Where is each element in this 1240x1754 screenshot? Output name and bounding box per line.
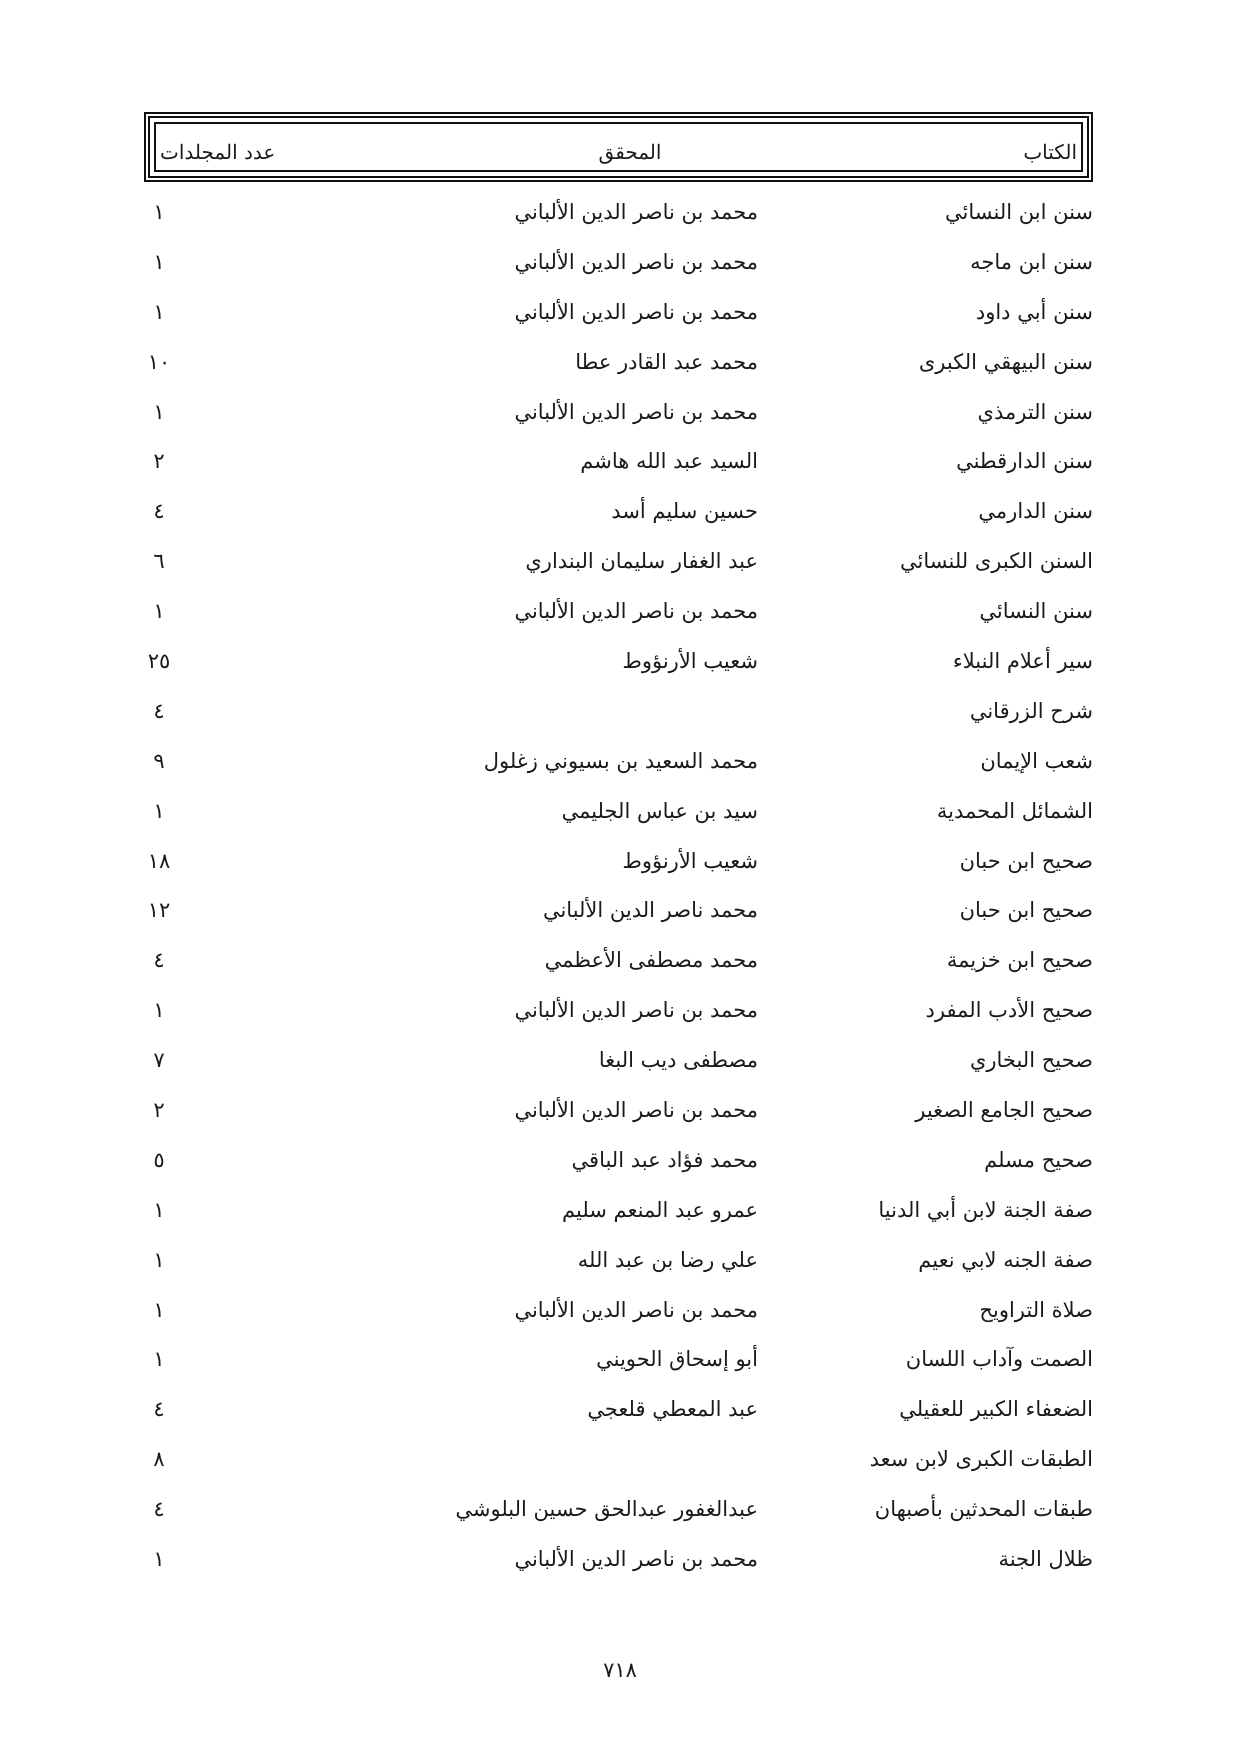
table-row <box>144 290 1093 340</box>
editor-cell: محمد ناصر الدين الألباني <box>542 898 758 923</box>
editor-cell: محمد بن ناصر الدين الألباني <box>514 299 758 324</box>
table-row <box>144 390 1093 440</box>
book-cell: صفة الجنة لابن أبي الدنيا <box>878 1197 1093 1222</box>
volumes-cell: ١ <box>153 1297 165 1322</box>
table-row <box>144 1337 1093 1387</box>
book-cell: سنن الدارمي <box>978 499 1093 524</box>
table-row <box>144 340 1093 390</box>
book-cell: الطبقات الكبرى لابن سعد <box>869 1447 1093 1472</box>
volumes-cell: ١ <box>153 998 165 1023</box>
table-row <box>144 489 1093 539</box>
book-cell: صحيح الجامع الصغير <box>915 1098 1093 1123</box>
editor-cell: محمد بن ناصر الدين الألباني <box>514 1297 758 1322</box>
table-row <box>144 1088 1093 1138</box>
volumes-cell: ٢ <box>153 1098 165 1123</box>
volumes-cell: ١ <box>153 399 165 424</box>
editor-cell: محمد السعيد بن بسيوني زغلول <box>483 748 758 773</box>
book-cell: سنن أبي داود <box>975 299 1093 324</box>
book-cell: سير أعلام النبلاء <box>952 649 1093 674</box>
book-cell: صحيح الأدب المفرد <box>925 998 1093 1023</box>
book-cell: صفة الجنه لابي نعيم <box>918 1247 1093 1272</box>
book-cell: سنن البيهقي الكبرى <box>918 349 1093 374</box>
editor-cell: عبد المعطي قلعجي <box>587 1397 758 1422</box>
volumes-cell: ٤ <box>153 499 165 524</box>
volumes-cell: ١٨ <box>147 848 171 873</box>
editor-cell: حسين سليم أسد <box>611 499 758 524</box>
editor-cell: محمد بن ناصر الدين الألباني <box>514 399 758 424</box>
volumes-cell: ١ <box>153 1347 165 1372</box>
editor-cell: شعيب الأرنؤوط <box>622 848 758 873</box>
table-row <box>144 240 1093 290</box>
table-row <box>144 190 1093 240</box>
editor-cell: محمد بن ناصر الدين الألباني <box>514 998 758 1023</box>
book-cell: الصمت وآداب اللسان <box>905 1347 1093 1372</box>
book-cell: صحيح البخاري <box>969 1048 1093 1073</box>
header-editor: المحقق <box>598 140 662 164</box>
editor-cell: محمد بن ناصر الدين الألباني <box>514 249 758 274</box>
volumes-cell: ١ <box>153 599 165 624</box>
volumes-cell: ١٢ <box>147 898 171 923</box>
volumes-cell: ٢٥ <box>147 649 171 674</box>
editor-cell: شعيب الأرنؤوط <box>622 649 758 674</box>
table-header <box>144 112 1093 182</box>
volumes-cell: ١ <box>153 798 165 823</box>
book-cell: صحيح ابن حبان <box>959 898 1093 923</box>
editor-cell: محمد بن ناصر الدين الألباني <box>514 1098 758 1123</box>
book-cell: سنن الدارقطني <box>956 449 1093 474</box>
header-volumes: عدد المجلدات <box>160 140 276 164</box>
volumes-cell: ١ <box>153 1197 165 1222</box>
book-cell: شرح الزرقاني <box>969 698 1093 723</box>
volumes-cell: ١ <box>153 1247 165 1272</box>
table-row <box>144 789 1093 839</box>
table-row <box>144 1487 1093 1537</box>
volumes-cell: ٩ <box>153 748 165 773</box>
table-row <box>144 888 1093 938</box>
volumes-cell: ١ <box>153 1547 165 1572</box>
table-row <box>144 938 1093 988</box>
book-cell: صلاة التراويح <box>979 1297 1093 1322</box>
editor-cell: عبدالغفور عبدالحق حسين البلوشي <box>455 1497 758 1522</box>
book-cell: طبقات المحدثين بأصبهان <box>874 1497 1093 1522</box>
table-row <box>144 839 1093 889</box>
table-row <box>144 1238 1093 1288</box>
volumes-cell: ٨ <box>153 1447 165 1472</box>
editor-cell: محمد بن ناصر الدين الألباني <box>514 1547 758 1572</box>
table-row <box>144 589 1093 639</box>
volumes-cell: ٢ <box>153 449 165 474</box>
editor-cell: محمد بن ناصر الدين الألباني <box>514 599 758 624</box>
book-cell: صحيح مسلم <box>984 1147 1093 1172</box>
editor-cell: محمد فؤاد عبد الباقي <box>571 1147 758 1172</box>
volumes-cell: ٤ <box>153 698 165 723</box>
volumes-cell: ٧ <box>153 1048 165 1073</box>
editor-cell: علي رضا بن عبد الله <box>577 1247 758 1272</box>
editor-cell: أبو إسحاق الحويني <box>596 1347 758 1372</box>
book-cell: شعب الإيمان <box>980 748 1093 773</box>
book-cell: السنن الكبرى للنسائي <box>900 549 1093 574</box>
editor-cell: السيد عبد الله هاشم <box>580 449 758 474</box>
volumes-cell: ٦ <box>153 549 165 574</box>
table-row <box>144 739 1093 789</box>
table-row <box>144 539 1093 589</box>
book-cell: الشمائل المحمدية <box>936 798 1093 823</box>
table-row <box>144 1038 1093 1088</box>
book-cell: صحيح ابن حبان <box>959 848 1093 873</box>
table-row <box>144 1537 1093 1587</box>
table-row <box>144 1188 1093 1238</box>
table-row <box>144 639 1093 689</box>
book-cell: صحيح ابن خزيمة <box>946 948 1093 973</box>
editor-cell: محمد مصطفى الأعظمي <box>544 948 758 973</box>
table-row <box>144 439 1093 489</box>
table-row <box>144 1387 1093 1437</box>
editor-cell: محمد بن ناصر الدين الألباني <box>514 200 758 224</box>
editor-cell: محمد عبد القادر عطا <box>575 349 758 374</box>
table-row <box>144 1138 1093 1188</box>
header-book: الكتاب <box>1023 140 1077 164</box>
editor-cell: مصطفى ديب البغا <box>598 1048 758 1073</box>
volumes-cell: ١ <box>153 249 165 274</box>
editor-cell: عبد الغفار سليمان البنداري <box>525 549 758 574</box>
editor-cell: سيد بن عباس الجليمي <box>561 798 758 823</box>
volumes-cell: ٤ <box>153 1497 165 1522</box>
page-number: ٧١٨ <box>603 1658 637 1682</box>
volumes-cell: ٤ <box>153 1397 165 1422</box>
book-cell: سنن النسائي <box>979 599 1093 624</box>
table-row <box>144 1288 1093 1338</box>
book-cell: ظلال الجنة <box>998 1547 1093 1572</box>
table-row <box>144 988 1093 1038</box>
book-cell: الضعفاء الكبير للعقيلي <box>899 1397 1093 1422</box>
volumes-cell: ٥ <box>153 1147 165 1172</box>
table-body <box>144 190 1093 1587</box>
volumes-cell: ١ <box>153 200 165 224</box>
volumes-cell: ١ <box>153 299 165 324</box>
editor-cell: عمرو عبد المنعم سليم <box>562 1197 758 1222</box>
table-row <box>144 1437 1093 1487</box>
book-cell: سنن ابن النسائي <box>945 200 1093 224</box>
book-cell: سنن الترمذي <box>977 399 1093 424</box>
volumes-cell: ١٠ <box>147 349 171 374</box>
book-cell: سنن ابن ماجه <box>970 249 1093 274</box>
volumes-cell: ٤ <box>153 948 165 973</box>
table-row <box>144 689 1093 739</box>
